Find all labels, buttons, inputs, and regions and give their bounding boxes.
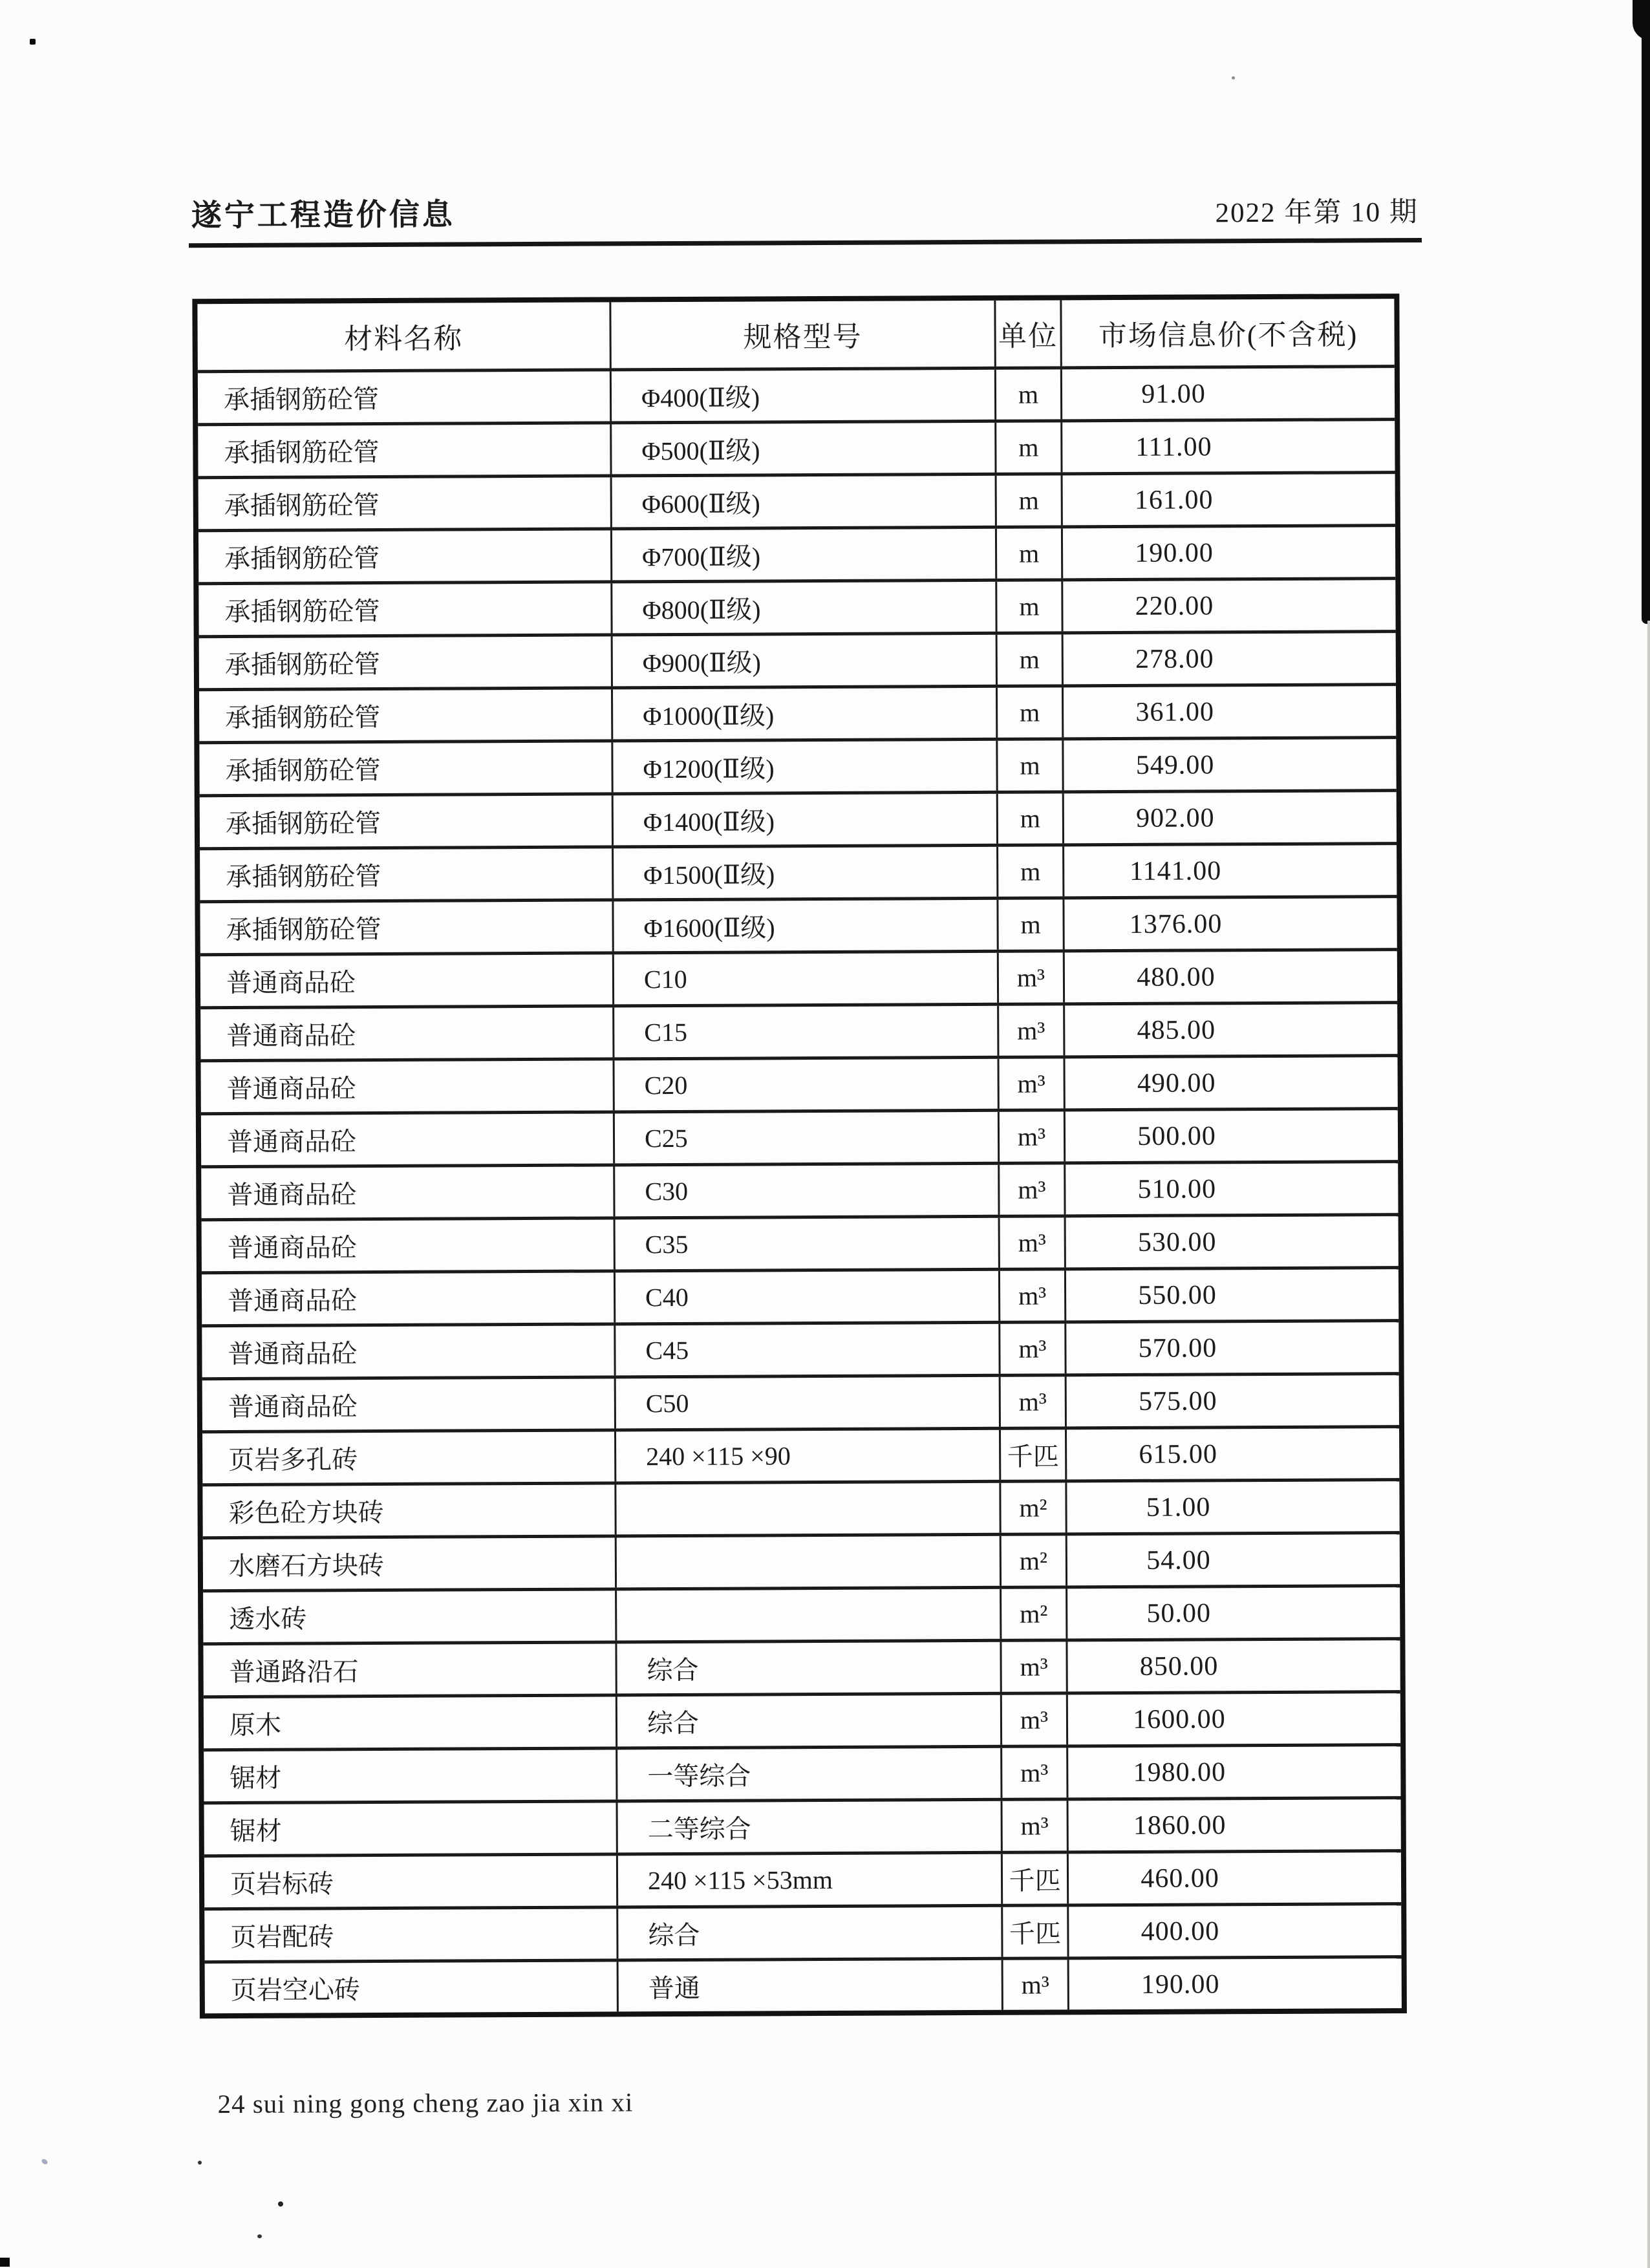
material-name-cell: 承插钢筋砼管	[198, 477, 612, 529]
spec-cell: 综合	[617, 1642, 1002, 1694]
table-row	[203, 1584, 1400, 1642]
unit-cell: m³	[1000, 1270, 1066, 1320]
scan-speck	[0, 2258, 10, 2267]
material-name-cell: 承插钢筋砼管	[200, 901, 614, 953]
spec-cell: 综合	[618, 1907, 1003, 1959]
table-row	[203, 1637, 1400, 1695]
price-cell: 575.00	[1138, 1385, 1217, 1417]
price-cell: 615.00	[1139, 1439, 1218, 1470]
page-footer: 24 sui ning gong cheng zao jia xin xi	[217, 2087, 634, 2119]
material-name-cell: 普通商品砼	[202, 1325, 616, 1377]
material-name-cell: 承插钢筋砼管	[198, 530, 612, 582]
table-row	[200, 1001, 1397, 1059]
spec-cell: Φ1200(Ⅱ级)	[613, 741, 998, 793]
table-row	[204, 1849, 1401, 1907]
scan-speck	[198, 2161, 202, 2165]
material-name-cell: 彩色砼方块砖	[202, 1484, 616, 1536]
unit-cell: m³	[1000, 1111, 1066, 1161]
material-name-cell: 水磨石方块砖	[203, 1537, 617, 1589]
price-cell: 485.00	[1137, 1014, 1216, 1045]
table-row	[198, 418, 1395, 476]
price-cell: 1860.00	[1133, 1810, 1227, 1841]
price-cell: 550.00	[1138, 1279, 1217, 1311]
scan-edge-mark	[1642, 0, 1650, 624]
spec-cell: C40	[616, 1271, 1000, 1323]
spec-cell	[617, 1589, 1002, 1641]
table-row	[199, 736, 1396, 794]
material-name-cell: 页岩标砖	[204, 1856, 618, 1907]
price-cell: 54.00	[1146, 1545, 1211, 1576]
spec-cell: C20	[615, 1059, 1000, 1111]
table-row	[199, 683, 1396, 741]
material-name-cell: 普通商品砼	[200, 954, 614, 1006]
spec-cell: 普通	[619, 1960, 1003, 2012]
table-row	[202, 1213, 1398, 1271]
unit-cell: m³	[1002, 1748, 1068, 1797]
material-name-cell: 普通商品砼	[202, 1219, 616, 1271]
spec-cell: 综合	[617, 1695, 1002, 1747]
unit-cell: 千匹	[1001, 1429, 1067, 1479]
spec-cell: Φ400(Ⅱ级)	[612, 370, 996, 422]
table-row	[204, 1796, 1400, 1854]
material-name-cell: 普通商品砼	[200, 1007, 614, 1059]
scan-speck	[278, 2201, 283, 2207]
unit-cell: m³	[999, 1005, 1065, 1055]
table-row	[198, 524, 1395, 582]
price-cell: 111.00	[1135, 431, 1212, 462]
unit-cell: m³	[999, 1058, 1065, 1108]
table-row	[198, 365, 1395, 423]
unit-cell: m³	[1003, 1960, 1069, 2009]
material-name-cell: 承插钢筋砼管	[198, 424, 612, 476]
spec-cell: Φ1400(Ⅱ级)	[614, 794, 998, 846]
unit-cell: m	[998, 899, 1064, 949]
material-name-cell: 普通路沿石	[203, 1643, 617, 1695]
spec-cell	[617, 1536, 1002, 1588]
unit-cell: m	[998, 687, 1064, 737]
table-row	[202, 1266, 1398, 1324]
spec-cell: C15	[614, 1006, 999, 1058]
unit-cell: m	[998, 740, 1064, 790]
price-cell: 190.00	[1141, 1969, 1220, 2000]
unit-cell: m³	[1000, 1217, 1066, 1267]
material-name-cell: 透水砖	[203, 1590, 617, 1642]
unit-cell: m³	[1002, 1695, 1068, 1744]
material-name-cell: 普通商品砼	[201, 1166, 615, 1218]
unit-cell: m²	[1001, 1482, 1067, 1532]
price-cell: 570.00	[1138, 1332, 1217, 1364]
material-name-cell: 原木	[204, 1696, 617, 1748]
unit-cell: m	[997, 475, 1063, 525]
material-name-cell: 承插钢筋砼管	[198, 583, 612, 635]
price-cell: 530.00	[1137, 1226, 1217, 1257]
table-row	[201, 1107, 1398, 1165]
price-cell: 1600.00	[1133, 1704, 1226, 1735]
spec-cell	[616, 1483, 1001, 1535]
spec-cell: 240 ×115 ×53mm	[618, 1854, 1003, 1906]
price-cell: 50.00	[1146, 1598, 1212, 1629]
table-row	[202, 1372, 1399, 1430]
table-header-row	[197, 299, 1394, 370]
table-row	[202, 1478, 1399, 1536]
material-name-cell: 锯材	[204, 1749, 617, 1801]
spec-cell: Φ1500(Ⅱ级)	[614, 847, 998, 899]
material-name-cell: 普通商品砼	[202, 1272, 616, 1324]
table-row	[199, 630, 1396, 688]
table-row	[200, 842, 1397, 900]
material-name-cell: 承插钢筋砼管	[199, 742, 613, 794]
price-table	[192, 294, 1407, 2018]
spec-cell: Φ900(Ⅱ级)	[613, 635, 998, 687]
unit-cell: m³	[1003, 1801, 1069, 1850]
unit-cell: 千匹	[1003, 1907, 1069, 1956]
price-cell: 902.00	[1136, 802, 1215, 833]
scan-speck	[257, 2234, 262, 2238]
spec-cell: C25	[615, 1112, 1000, 1164]
header-rule	[189, 238, 1422, 248]
table-row	[205, 1955, 1402, 2013]
unit-cell: 千匹	[1003, 1854, 1069, 1903]
price-cell: 490.00	[1137, 1067, 1216, 1098]
spec-cell: C10	[614, 953, 999, 1005]
material-name-cell: 承插钢筋砼管	[198, 371, 612, 423]
table-row	[204, 1743, 1400, 1801]
price-cell: 549.00	[1135, 749, 1215, 780]
price-cell: 460.00	[1141, 1863, 1219, 1894]
table-row	[200, 1054, 1397, 1112]
unit-cell: m	[997, 581, 1063, 631]
table-row	[200, 895, 1397, 953]
price-cell: 361.00	[1135, 696, 1215, 727]
table-row	[200, 789, 1397, 847]
spec-cell: C50	[616, 1377, 1001, 1429]
unit-cell: m³	[1000, 1164, 1066, 1214]
unit-cell: m³	[1000, 1323, 1066, 1373]
spec-cell: C35	[616, 1218, 1000, 1270]
page-title: 遂宁工程造价信息	[191, 198, 455, 233]
spec-cell: 二等综合	[618, 1801, 1003, 1853]
material-name-cell: 普通商品砼	[202, 1378, 616, 1430]
unit-cell: m	[996, 369, 1062, 419]
unit-cell: m	[998, 793, 1064, 843]
material-name-cell: 页岩空心砖	[205, 1962, 619, 2013]
price-cell: 278.00	[1135, 643, 1214, 674]
price-cell: 500.00	[1137, 1120, 1216, 1151]
table-row	[198, 471, 1395, 529]
spec-cell: Φ700(Ⅱ级)	[612, 529, 997, 581]
scan-speck	[30, 39, 36, 45]
spec-cell: C30	[615, 1165, 1000, 1217]
table-row	[200, 948, 1397, 1006]
table-row	[201, 1160, 1398, 1218]
unit-cell: m	[998, 634, 1064, 684]
unit-cell: m³	[999, 952, 1065, 1002]
price-table-body	[198, 365, 1402, 2013]
spec-cell: Φ1600(Ⅱ级)	[614, 900, 998, 952]
price-cell: 1141.00	[1130, 855, 1222, 886]
material-name-cell: 普通商品砼	[201, 1060, 615, 1112]
unit-cell: m³	[1002, 1642, 1067, 1691]
spec-cell: Φ1000(Ⅱ级)	[613, 688, 998, 740]
scan-speck	[1232, 76, 1235, 80]
material-name-cell: 承插钢筋砼管	[199, 689, 613, 741]
unit-cell: m	[998, 846, 1064, 896]
material-name-cell: 页岩配砖	[204, 1909, 618, 1960]
issue-label: 2022 年第 10 期	[1215, 197, 1419, 229]
column-header: 材料名称	[197, 302, 611, 370]
material-name-cell: 承插钢筋砼管	[199, 636, 613, 688]
material-name-cell: 普通商品砼	[201, 1113, 615, 1165]
price-cell: 850.00	[1139, 1651, 1219, 1682]
spec-cell: Φ500(Ⅱ级)	[612, 423, 996, 475]
unit-cell: m²	[1002, 1589, 1067, 1638]
table-row	[202, 1425, 1399, 1483]
unit-cell: m²	[1002, 1535, 1067, 1585]
material-name-cell: 锯材	[204, 1803, 618, 1854]
price-cell: 161.00	[1134, 484, 1214, 515]
table-row	[204, 1902, 1401, 1960]
column-header: 单位	[996, 300, 1062, 366]
table-row	[204, 1690, 1400, 1748]
material-name-cell: 页岩多孔砖	[202, 1431, 616, 1483]
table-row	[203, 1531, 1400, 1589]
column-header: 规格型号	[611, 301, 996, 369]
spec-cell: C45	[616, 1324, 1000, 1376]
material-name-cell: 承插钢筋砼管	[200, 848, 614, 900]
price-cell: 1376.00	[1129, 908, 1223, 939]
spec-cell: Φ800(Ⅱ级)	[612, 582, 997, 634]
price-cell: 1980.00	[1133, 1757, 1227, 1788]
price-cell: 91.00	[1141, 378, 1206, 409]
price-cell: 190.00	[1135, 537, 1214, 568]
table-row	[202, 1319, 1398, 1377]
price-cell: 400.00	[1141, 1916, 1220, 1947]
material-name-cell: 承插钢筋砼管	[200, 795, 614, 847]
price-cell: 220.00	[1135, 590, 1214, 621]
table-row	[198, 577, 1395, 635]
price-cell: 51.00	[1146, 1492, 1211, 1523]
spec-cell: 一等综合	[617, 1748, 1002, 1800]
price-cell: 480.00	[1137, 961, 1216, 992]
price-cell: 510.00	[1137, 1173, 1217, 1204]
column-header: 市场信息价(不含税)	[1098, 319, 1358, 352]
unit-cell: m	[997, 528, 1063, 578]
scan-edge-line	[1647, 621, 1650, 2268]
unit-cell: m³	[1001, 1376, 1067, 1426]
spec-cell: 240 ×115 ×90	[616, 1430, 1001, 1482]
spec-cell: Φ600(Ⅱ级)	[612, 476, 997, 528]
unit-cell: m	[996, 422, 1062, 472]
